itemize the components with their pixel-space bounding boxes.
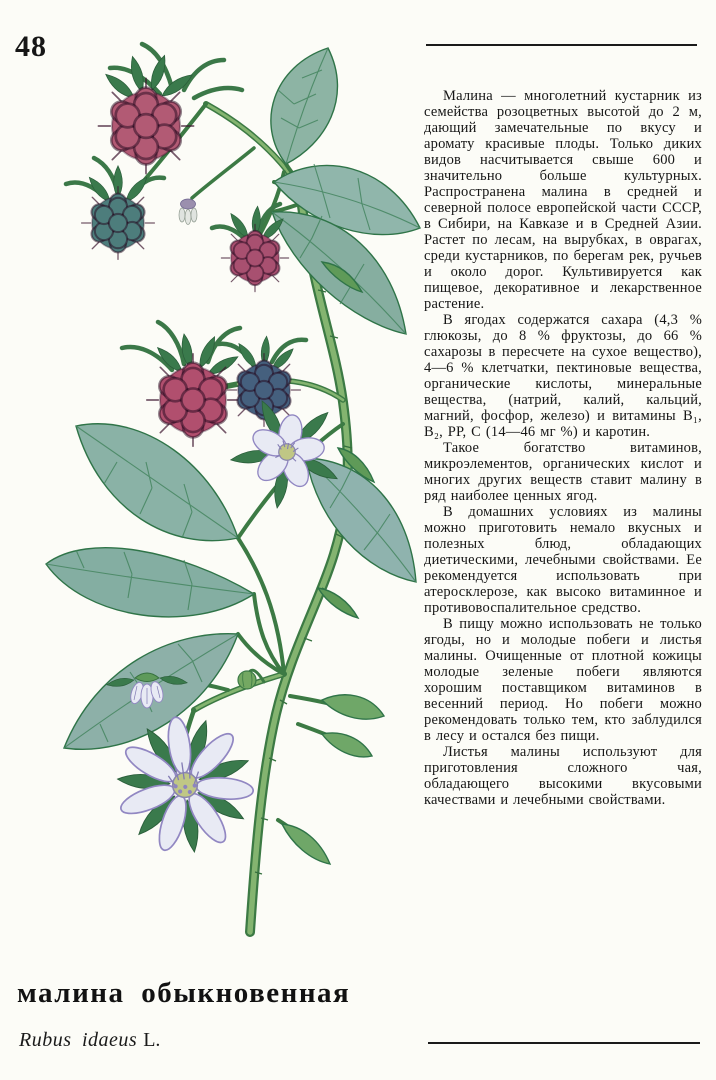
bottom-rule bbox=[428, 1042, 700, 1044]
page-number: 48 bbox=[15, 30, 47, 63]
spent-flower-bud bbox=[179, 199, 197, 225]
latin-name bbox=[19, 1029, 160, 1052]
article-text bbox=[424, 88, 702, 808]
berry-ripe-mid bbox=[147, 333, 240, 446]
top-rule bbox=[426, 44, 697, 46]
berry-ripe-large bbox=[98, 54, 194, 174]
latin-genus-species: Rubus idaeus bbox=[19, 1029, 138, 1051]
berries bbox=[82, 54, 301, 446]
paragraph: В пищу можно использовать не только ягоды, но и молодые побеги и листья малины. Очищенные от плотной кожицы молодые зеленые побеги являются хорошим поставщиком витаминов в весенний период. Но побеги можно рекомендовать только тем, кто заблудился в лесу и остался без пищи. bbox=[424, 616, 702, 744]
berry-unripe-teal bbox=[82, 166, 155, 260]
paragraph: Листья малины используют для приготовления сложного чая, обладающего высокими вкусовыми качествами и лечебными свойствами. bbox=[424, 744, 702, 808]
article-column bbox=[424, 44, 702, 808]
green-bud bbox=[238, 671, 256, 689]
latin-author: L. bbox=[143, 1029, 161, 1051]
plant-title: малина обыкновенная bbox=[17, 977, 351, 1009]
raspberry-plant-illustration bbox=[22, 32, 422, 952]
paragraph: В ягодах содержатся сахара (4,3 % глюкозы, до 8 % фруктозы, до 66 % сахарозы в пересчете на сухое вещество), 4—6 % клетчатки, пектиновые вещества, органические кислоты, минеральные вещества, (натрий, калий, кальций, магний, фосфор, железо) и витамины В₁, В₂, РР, С (14—46 мг %) и каротин. bbox=[424, 312, 702, 440]
paragraph: Такое богатство витаминов, микроэлементов, органических кислот и многих других веществ ставит малину в ряд наиболее ценных ягод. bbox=[424, 440, 702, 504]
paragraph: В домашних условиях из малины можно приготовить немало вкусных и полезных блюд, обладающих диетическими, лечебными свойствами. Ее рекомендуется использовать при атеросклерозе, как высоко витаминное и противовоспалительное средство. bbox=[424, 504, 702, 616]
paragraph: Малина — многолетний кустарник из семейства розоцветных высотой до 2 м, дающий замечательные по вкусу и аромату красивые плоды. Только диких видов насчитывается свыше 600 и значительно больше культурных. Распространена малина в средней и северной полосе европейской части СССР, в Сибири, на Кавказе и в Средней Азии. Растет по лесам, на вырубках, в оврагах, среди кустарников, по берегам рек, ручьев и около дорог. Культивируется как пищевое, декоративное и лекарственное растение. bbox=[424, 88, 702, 312]
